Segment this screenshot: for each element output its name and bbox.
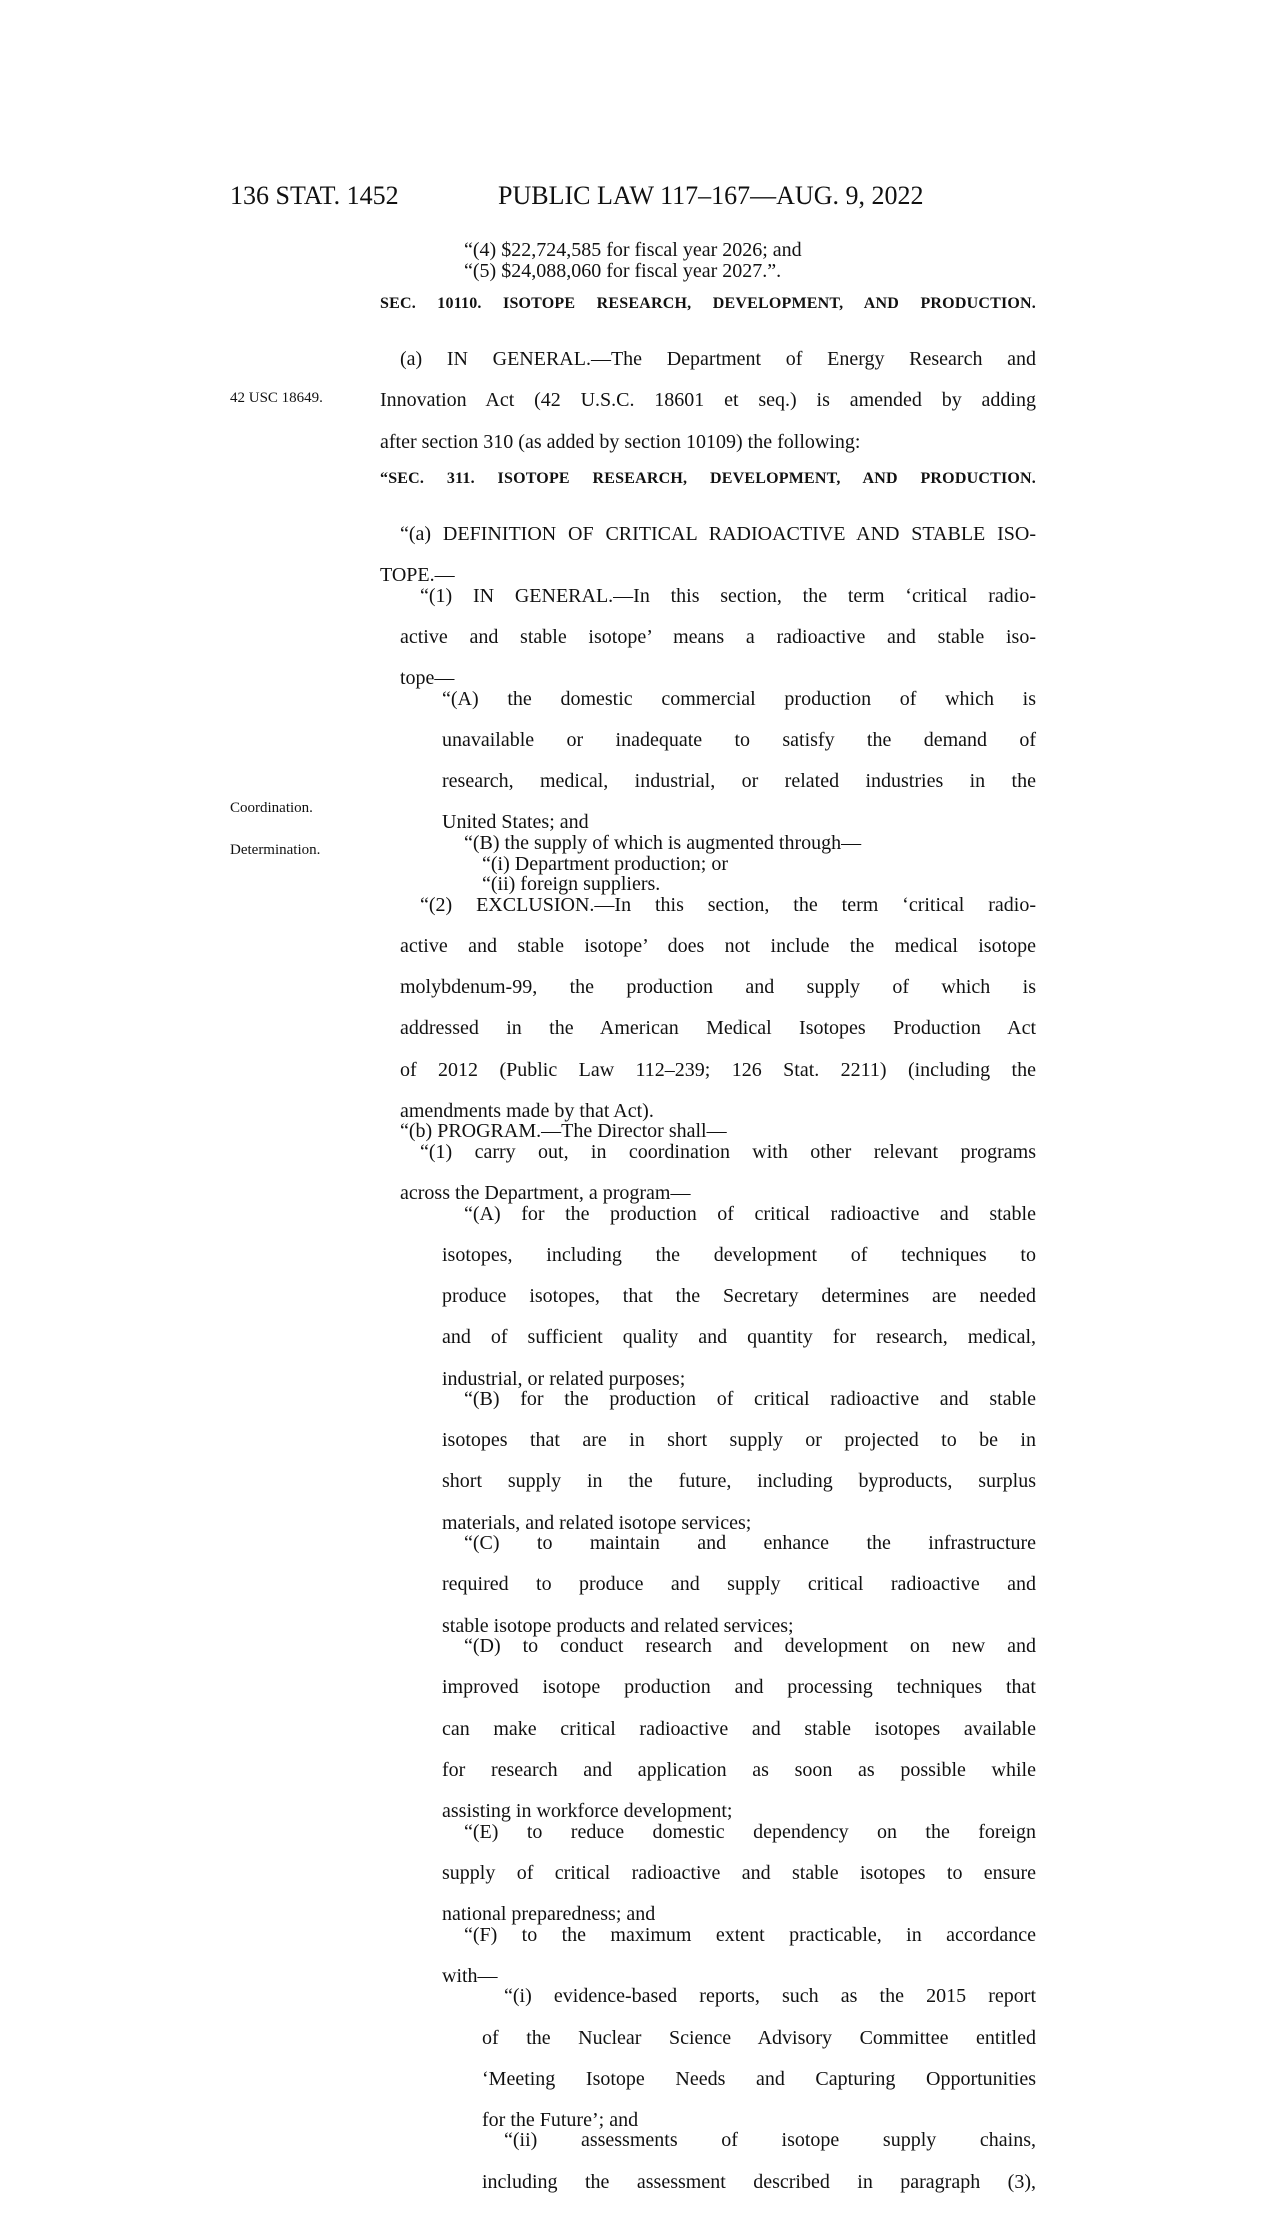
- text-line: “(A) for the production of critical radioactive and stable: [464, 1202, 1036, 1225]
- text-line: “(C) to maintain and enhance the infrastructure: [464, 1532, 1036, 1555]
- text-line: “(i) Department production; or: [482, 852, 729, 875]
- text-line: materials, and related isotope services;: [442, 1511, 752, 1534]
- text-line: industrial, or related purposes;: [442, 1367, 686, 1390]
- text-line: required to produce and supply critical radioactive and: [442, 1573, 1036, 1596]
- text-line: with—: [442, 1964, 498, 1987]
- text-line: tope—: [400, 667, 455, 690]
- text-line: across the Department, a program—: [400, 1182, 691, 1205]
- text-line: “(i) evidence-based reports, such as the 2015 report: [504, 1985, 1036, 2008]
- text-line: short supply in the future, including byproducts, surplus: [442, 1470, 1036, 1493]
- text-line: “(b) PROGRAM.—The Director shall—: [400, 1120, 727, 1143]
- running-title: PUBLIC LAW 117–167—AUG. 9, 2022: [498, 181, 924, 210]
- margin-note-coordination: Coordination.: [230, 800, 313, 816]
- page-reference: 136 STAT. 1452: [230, 181, 399, 210]
- margin-note-usc: 42 USC 18649.: [230, 390, 323, 406]
- text-line: United States; and: [442, 811, 589, 834]
- text-line: “(B) the supply of which is augmented through—: [464, 832, 862, 855]
- text-line: “(1) IN GENERAL.—In this section, the term ‘critical radio-: [420, 584, 1036, 607]
- section-heading: SEC. 10110. ISOTOPE RESEARCH, DEVELOPMENT, AND PRODUCTION.: [380, 295, 1036, 313]
- text-line: and of sufficient quality and quantity for research, medical,: [442, 1326, 1036, 1349]
- text-line: of the Nuclear Science Advisory Committee entitled: [482, 2026, 1036, 2049]
- text-line: “(ii) foreign suppliers.: [482, 873, 661, 896]
- text-line: improved isotope production and processing techniques that: [442, 1676, 1036, 1699]
- text-line: supply of critical radioactive and stable isotopes to ensure: [442, 1861, 1036, 1884]
- text-line: for the Future’; and: [482, 2108, 639, 2131]
- text-line: “(a) DEFINITION OF CRITICAL RADIOACTIVE AND STABLE ISO-: [400, 523, 1036, 546]
- text-line: after section 310 (as added by section 10109) the following:: [380, 430, 861, 453]
- text-line: “(F) to the maximum extent practicable, in accordance: [464, 1923, 1036, 1946]
- text-line: addressed in the American Medical Isotopes Production Act: [400, 1017, 1036, 1040]
- text-line: produce isotopes, that the Secretary determines are needed: [442, 1285, 1036, 1308]
- text-line: can make critical radioactive and stable isotopes available: [442, 1717, 1036, 1740]
- statute-body: [380, 240, 1036, 2213]
- text-line: Innovation Act (42 U.S.C. 18601 et seq.) is amended by adding: [380, 389, 1036, 412]
- text-line: molybdenum-99, the production and supply of which is: [400, 976, 1036, 999]
- text-line: “(4) $22,724,585 for fiscal year 2026; and: [464, 239, 802, 261]
- text-line: (a) IN GENERAL.—The Department of Energy Research and: [400, 348, 1036, 371]
- text-line: “(D) to conduct research and development on new and: [464, 1635, 1036, 1658]
- text-line: “(B) for the production of critical radioactive and stable: [464, 1388, 1036, 1411]
- text-line: assisting in workforce development;: [442, 1799, 733, 1822]
- text-line: “(A) the domestic commercial production of which is: [442, 687, 1036, 710]
- text-line: “(ii) assessments of isotope supply chains,: [504, 2129, 1036, 2152]
- text-line: “(5) $24,088,060 for fiscal year 2027.”.: [464, 259, 782, 282]
- text-line: “(2) EXCLUSION.—In this section, the term ‘critical radio-: [420, 893, 1036, 916]
- text-line: amendments made by that Act).: [400, 1099, 654, 1122]
- text-line: active and stable isotope’ means a radioactive and stable iso-: [400, 626, 1036, 649]
- text-line: isotopes that are in short supply or projected to be in: [442, 1429, 1036, 1452]
- margin-note-determination: Determination.: [230, 842, 321, 858]
- text-line: research, medical, industrial, or related industries in the: [442, 770, 1036, 793]
- text-line: isotopes, including the development of techniques to: [442, 1243, 1036, 1266]
- text-line: including the assessment described in paragraph (3),: [482, 2170, 1036, 2193]
- text-line: national preparedness; and: [442, 1902, 656, 1925]
- text-line: ‘Meeting Isotope Needs and Capturing Opportunities: [482, 2067, 1036, 2090]
- page-header: [0, 181, 1275, 215]
- text-line: unavailable or inadequate to satisfy the demand of: [442, 729, 1036, 752]
- text-line: TOPE.—: [380, 564, 455, 587]
- text-line: for research and application as soon as possible while: [442, 1758, 1036, 1781]
- text-line: “(1) carry out, in coordination with other relevant programs: [420, 1140, 1036, 1163]
- text-line: of 2012 (Public Law 112–239; 126 Stat. 2211) (including the: [400, 1058, 1036, 1081]
- text-line: “(E) to reduce domestic dependency on the foreign: [464, 1820, 1036, 1843]
- text-line: active and stable isotope’ does not include the medical isotope: [400, 935, 1036, 958]
- section-heading: “SEC. 311. ISOTOPE RESEARCH, DEVELOPMENT, AND PRODUCTION.: [380, 470, 1036, 488]
- text-line: stable isotope products and related services;: [442, 1614, 794, 1637]
